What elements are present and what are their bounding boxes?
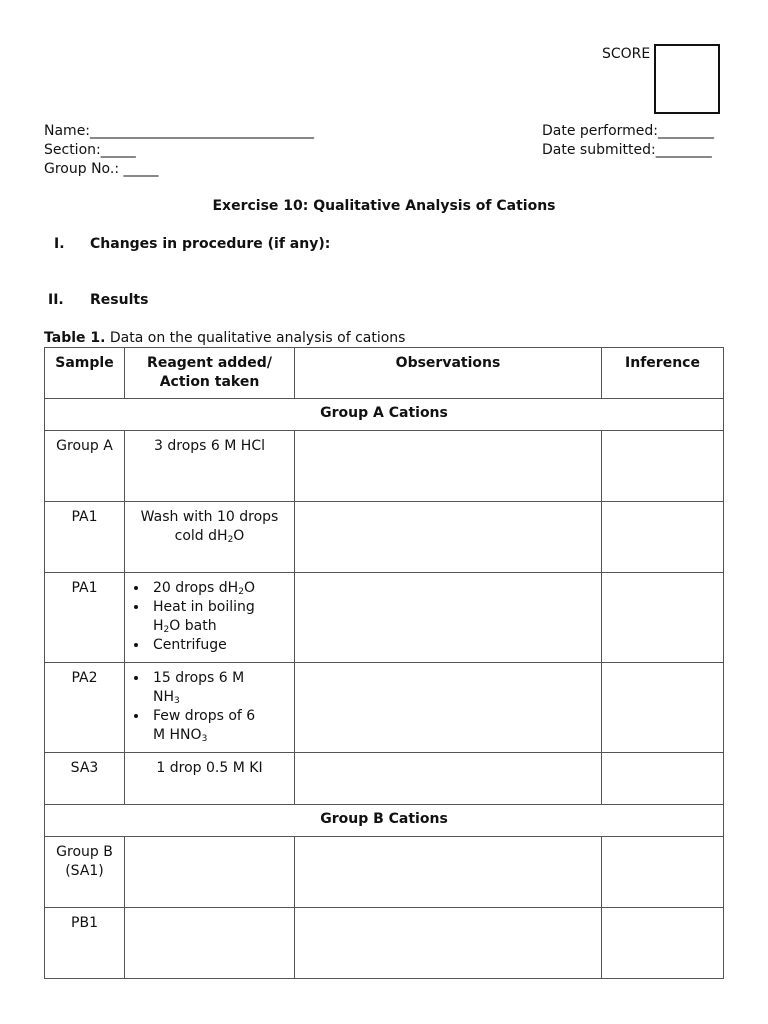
bullet-text: M HNO bbox=[153, 727, 202, 743]
table-row bbox=[45, 573, 724, 663]
date-submitted-field[interactable]: Date submitted:________ bbox=[542, 142, 712, 158]
sample-cell bbox=[45, 837, 125, 908]
observations-cell[interactable] bbox=[295, 663, 602, 753]
table-row bbox=[45, 502, 724, 573]
date-info bbox=[542, 122, 714, 160]
bullet-item bbox=[149, 579, 290, 598]
sample-cell: Group A bbox=[45, 431, 125, 502]
sample-line: Group B bbox=[56, 844, 113, 860]
section-1-heading: Changes in procedure (if any): bbox=[90, 236, 331, 252]
score-label: SCORE bbox=[602, 46, 651, 62]
subscript: 3 bbox=[201, 734, 208, 744]
bullet-item bbox=[149, 598, 290, 636]
sample-cell: PA1 bbox=[45, 502, 125, 573]
subscript: 2 bbox=[163, 625, 170, 635]
caption-label: Table 1. bbox=[44, 330, 106, 346]
inference-cell[interactable] bbox=[602, 837, 724, 908]
group-a-row bbox=[45, 399, 724, 431]
header-reagent-line2: Action taken bbox=[159, 374, 260, 390]
bullet-item bbox=[149, 636, 290, 655]
section-1-number: I. bbox=[54, 236, 65, 252]
reagent-text: cold dH bbox=[174, 528, 228, 544]
bullet-text: Few drops of 6 bbox=[153, 708, 256, 724]
reagent-line: Wash with 10 drops bbox=[140, 509, 279, 525]
table-caption bbox=[44, 330, 405, 346]
date-performed-field[interactable]: Date performed:________ bbox=[542, 123, 715, 139]
reagent-bullet-list bbox=[129, 669, 290, 745]
observations-cell[interactable] bbox=[295, 908, 602, 979]
bullet-text: H bbox=[153, 618, 164, 634]
reagent-bullet-list bbox=[129, 579, 290, 655]
subscript: 2 bbox=[238, 587, 244, 597]
reagent-cell[interactable] bbox=[125, 908, 295, 979]
observations-cell[interactable] bbox=[295, 431, 602, 502]
bullet-text: 15 drops 6 M bbox=[153, 670, 245, 686]
score-box[interactable] bbox=[654, 44, 720, 114]
inference-cell[interactable] bbox=[602, 908, 724, 979]
bullet-item bbox=[149, 669, 290, 707]
exercise-title: Exercise 10: Qualitative Analysis of Cations bbox=[212, 198, 556, 214]
student-info bbox=[44, 122, 314, 179]
section-2-heading: Results bbox=[90, 292, 149, 308]
observations-cell[interactable] bbox=[295, 837, 602, 908]
inference-cell[interactable] bbox=[602, 573, 724, 663]
bullet-text: O bbox=[243, 580, 255, 596]
reagent-cell bbox=[125, 573, 295, 663]
sample-cell: PA1 bbox=[45, 573, 125, 663]
table-row bbox=[45, 908, 724, 979]
observations-cell[interactable] bbox=[295, 573, 602, 663]
reagent-cell bbox=[125, 663, 295, 753]
section-field[interactable]: Section:_____ bbox=[44, 142, 136, 158]
reagent-cell: 1 drop 0.5 M KI bbox=[125, 753, 295, 805]
header-inference: Inference bbox=[602, 348, 724, 399]
bullet-text: Centrifuge bbox=[153, 637, 227, 653]
observations-cell[interactable] bbox=[295, 502, 602, 573]
table-row bbox=[45, 753, 724, 805]
bullet-text: NH bbox=[153, 689, 174, 705]
header-reagent-line1: Reagent added/ bbox=[147, 355, 272, 371]
bullet-text: O bath bbox=[169, 618, 217, 634]
subscript: 2 bbox=[227, 535, 234, 545]
table-row bbox=[45, 431, 724, 502]
table-row bbox=[45, 837, 724, 908]
reagent-cell[interactable] bbox=[125, 837, 295, 908]
group-b-row bbox=[45, 805, 724, 837]
section-2-number: II. bbox=[48, 292, 64, 308]
bullet-item bbox=[149, 707, 290, 745]
results-table bbox=[44, 347, 724, 979]
header-sample: Sample bbox=[45, 348, 125, 399]
sample-cell: SA3 bbox=[45, 753, 125, 805]
sample-line: (SA1) bbox=[65, 863, 104, 879]
inference-cell[interactable] bbox=[602, 431, 724, 502]
header-reagent bbox=[125, 348, 295, 399]
table-header-row bbox=[45, 348, 724, 399]
sample-cell: PA2 bbox=[45, 663, 125, 753]
header-observations: Observations bbox=[295, 348, 602, 399]
inference-cell[interactable] bbox=[602, 753, 724, 805]
inference-cell[interactable] bbox=[602, 502, 724, 573]
reagent-text: O bbox=[233, 528, 245, 544]
bullet-text: 20 drops dH bbox=[153, 580, 239, 596]
group-no-field[interactable]: Group No.: _____ bbox=[44, 161, 159, 177]
sample-cell: PB1 bbox=[45, 908, 125, 979]
reagent-cell bbox=[125, 502, 295, 573]
name-field[interactable]: Name:________________________________ bbox=[44, 123, 315, 139]
observations-cell[interactable] bbox=[295, 753, 602, 805]
inference-cell[interactable] bbox=[602, 663, 724, 753]
reagent-cell: 3 drops 6 M HCl bbox=[125, 431, 295, 502]
subscript: 3 bbox=[174, 696, 180, 706]
table-row bbox=[45, 663, 724, 753]
group-a-heading: Group A Cations bbox=[45, 399, 724, 431]
bullet-text: Heat in boiling bbox=[153, 599, 255, 615]
group-b-heading: Group B Cations bbox=[45, 805, 724, 837]
caption-text: Data on the qualitative analysis of cations bbox=[105, 330, 406, 346]
